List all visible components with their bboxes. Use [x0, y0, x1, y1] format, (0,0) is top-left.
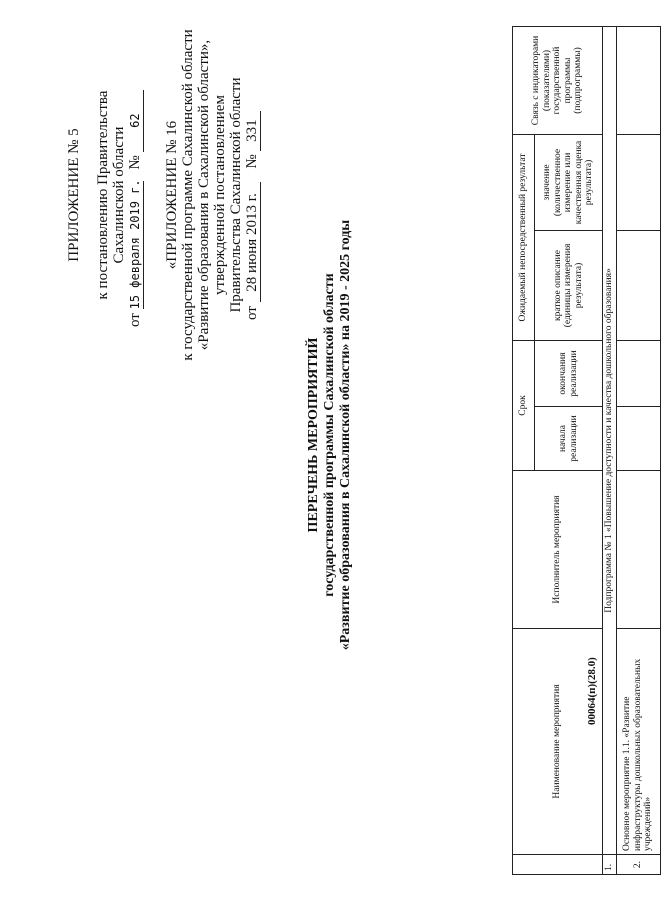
row2-start	[616, 407, 660, 471]
th-link: Связь с индикаторами (показателями) государственной программы (подпрограммы)	[513, 26, 603, 134]
row2-num: 2.	[616, 855, 660, 875]
row2-short	[616, 230, 660, 340]
appendix-num-label: №	[127, 155, 143, 170]
row2-executor	[616, 471, 660, 629]
th-result-value: значение (количественное измерение или качественная оценка результата)	[535, 134, 603, 230]
th-num	[513, 855, 603, 875]
appendix-from-prefix: от	[127, 313, 143, 327]
appendix-date: 15 февраля 2019 г.	[128, 179, 142, 310]
appendix-prog-title: «ПРИЛОЖЕНИЕ № 16	[164, 120, 180, 270]
appendix-date-line	[127, 90, 144, 327]
appendix-title: ПРИЛОЖЕНИЕ № 5	[66, 128, 82, 262]
doc-title-line3: «Развитие образования в Сахалинской области» на 2019 - 2025 годы	[338, 219, 353, 651]
table-row	[603, 26, 617, 874]
row2-link	[616, 26, 660, 134]
table-row	[616, 26, 660, 874]
appendix-prog-date: 28 июня 2013 г.	[244, 182, 261, 302]
th-term-start: начала реализации	[535, 407, 603, 471]
th-term-end: окончания реализации	[535, 340, 603, 406]
appendix-prog-line3: утвержденной постановлением	[212, 95, 228, 295]
appendix-line2: Сахалинской области	[111, 126, 127, 264]
row2-value	[616, 134, 660, 230]
appendix-num: 62	[127, 90, 144, 152]
appendix-prog-line4: Правительства Сахалинской области	[228, 77, 244, 313]
doc-title-line1: ПЕРЕЧЕНЬ МЕРОПРИЯТИЙ	[306, 337, 321, 533]
th-result-short: краткое описание (единицы измерения результата)	[535, 230, 603, 340]
footer-code: 00064(п)(28.0)	[586, 657, 598, 725]
appendix-prog-line2: «Развитие образования в Сахалинской области»,	[196, 39, 212, 351]
doc-title-line2: государственной программы Сахалинской области	[322, 273, 337, 597]
appendix-prog-num: 331	[244, 111, 261, 151]
th-name: Наименование мероприятия	[513, 629, 603, 855]
th-term: Срок	[513, 340, 535, 470]
row2-text: Основное мероприятие 1.1. «Развитие инфраструктуры дошкольных образовательных учреждений»	[616, 629, 660, 855]
row1-text: Подпрограмма № 1 «Повышение доступности и качества дошкольного образования»	[603, 26, 617, 854]
appendix-prog-line1: к государственной программе Сахалинской области	[180, 29, 196, 361]
appendix-prog-date-line	[244, 111, 261, 320]
th-result: Ожидаемый непосредственный результат	[513, 134, 535, 340]
appendix-prog-from-prefix: от	[244, 306, 260, 320]
row1-num: 1.	[603, 855, 617, 875]
measures-table	[512, 26, 661, 875]
th-executor: Исполнитель мероприятия	[513, 471, 603, 629]
appendix-line1: к постановлению Правительства	[95, 90, 111, 300]
appendix-prog-num-label: №	[244, 154, 260, 169]
row2-end	[616, 340, 660, 406]
